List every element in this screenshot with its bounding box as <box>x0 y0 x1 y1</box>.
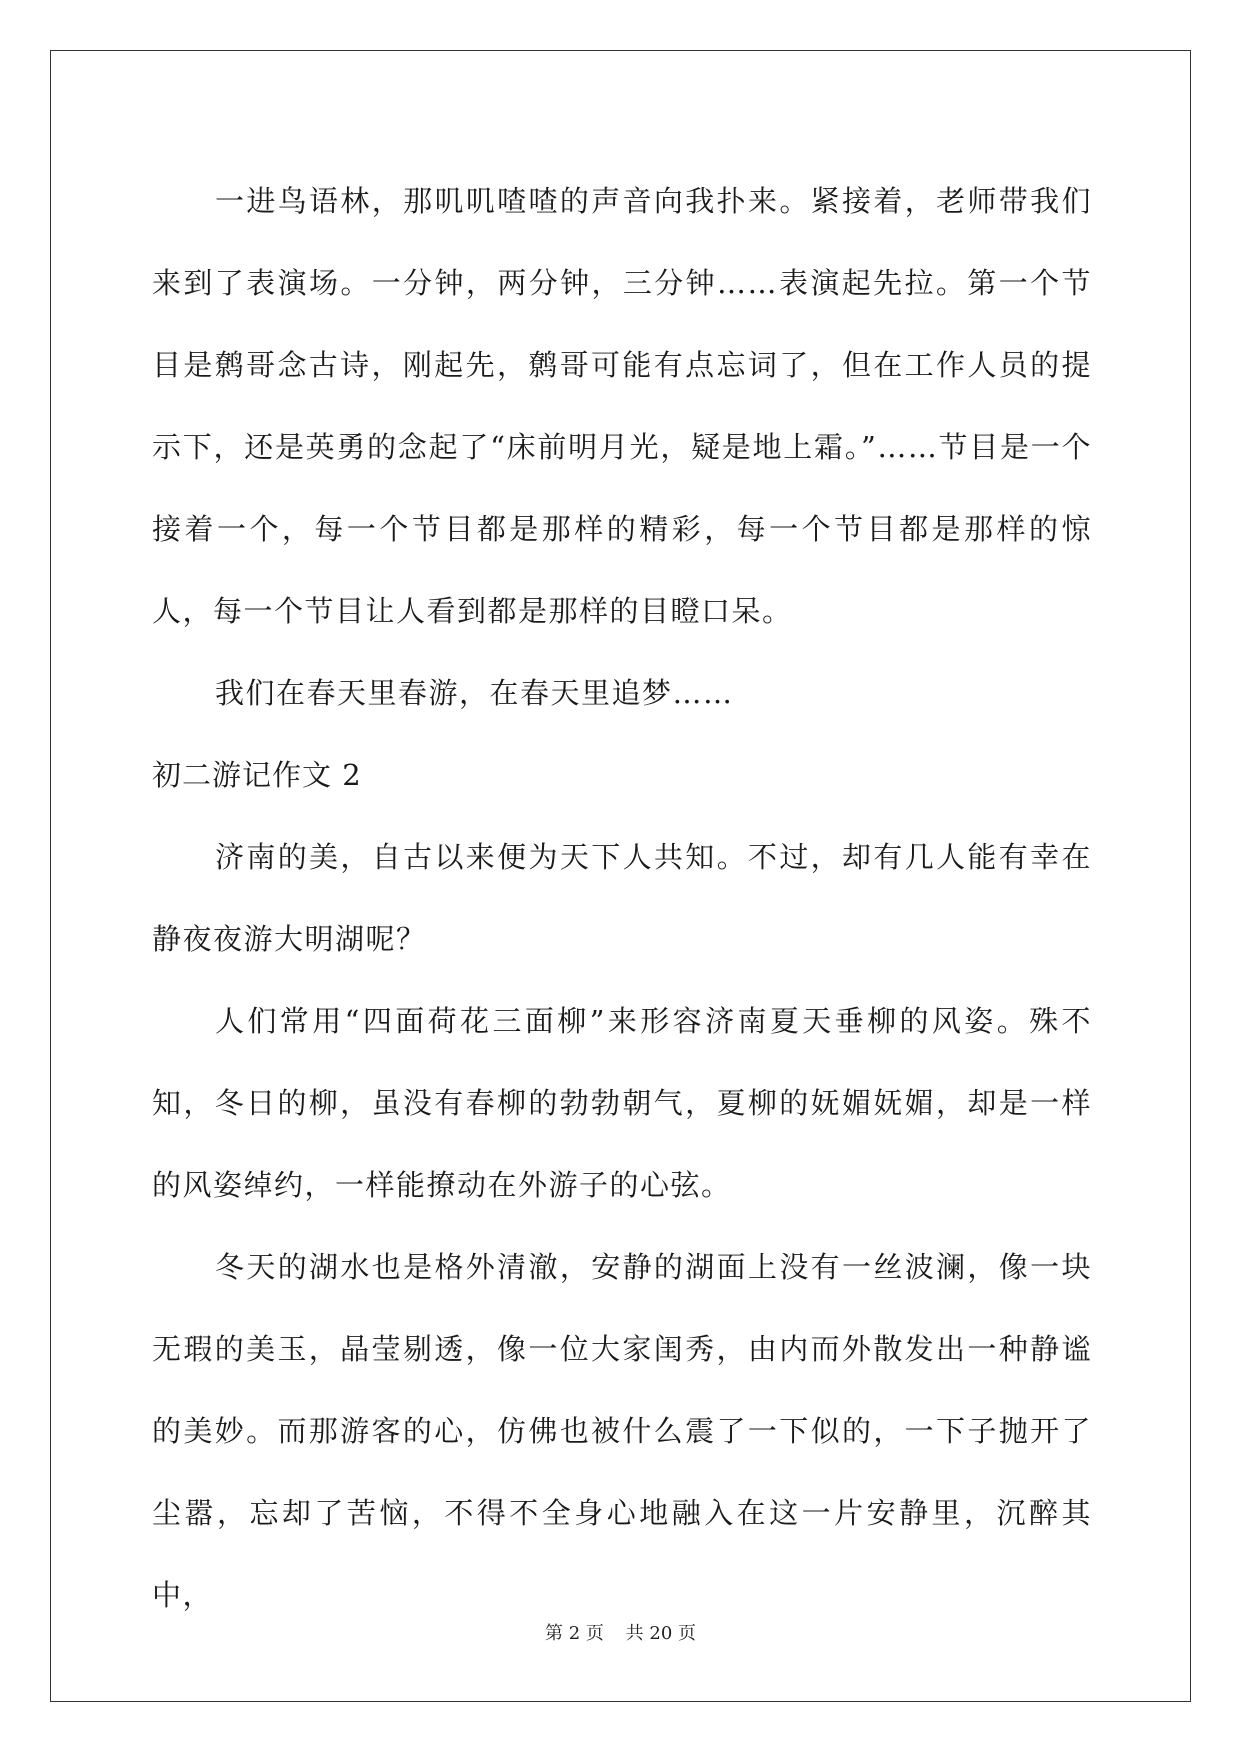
section-heading: 初二游记作文 2 <box>152 758 362 792</box>
page-number: 第 2 页 <box>545 1623 604 1644</box>
paragraph-4: 人们常用“四面荷花三面柳”来形容济南夏天垂柳的风姿。殊不知，冬日的柳，虽没有春柳的勃勃朝气，夏柳的妩媚妩媚，却是一样的风姿绰约，一样能撩动在外游子的心弦。 <box>152 1004 1092 1202</box>
paragraph-1: 一进鸟语林，那叽叽喳喳的声音向我扑来。紧接着，老师带我们来到了表演场。一分钟，两分钟，三分钟……表演起先拉。第一个节目是鹩哥念古诗，刚起先，鹩哥可能有点忘词了，但在工作人员的提示下，还是英勇的念起了“床前明月光，疑是地上霜。”……节目是一个接着一个，每一个节目都是那样的精彩，每一个节目都是那样的惊人，每一个节目让人看到都是那样的目瞪口呆。 <box>152 184 1092 628</box>
paragraph-3: 济南的美，自古以来便为天下人共知。不过，却有几人能有幸在静夜夜游大明湖呢？ <box>152 840 1092 956</box>
paragraph-2: 我们在春天里春游，在春天里追梦…… <box>215 676 734 710</box>
page-total: 共 20 页 <box>625 1623 696 1644</box>
paragraph-5: 冬天的湖水也是格外清澈，安静的湖面上没有一丝波澜，像一块无瑕的美玉，晶莹剔透，像一位大家闺秀，由内而外散发出一种静谧的美妙。而那游客的心，仿佛也被什么震了一下似的，一下子抛开了尘嚣，忘却了苦恼，不得不全身心地融入在这一片安静里，沉醉其中， <box>152 1250 1092 1612</box>
document-body <box>152 160 1092 1636</box>
page-footer <box>0 1619 1241 1645</box>
